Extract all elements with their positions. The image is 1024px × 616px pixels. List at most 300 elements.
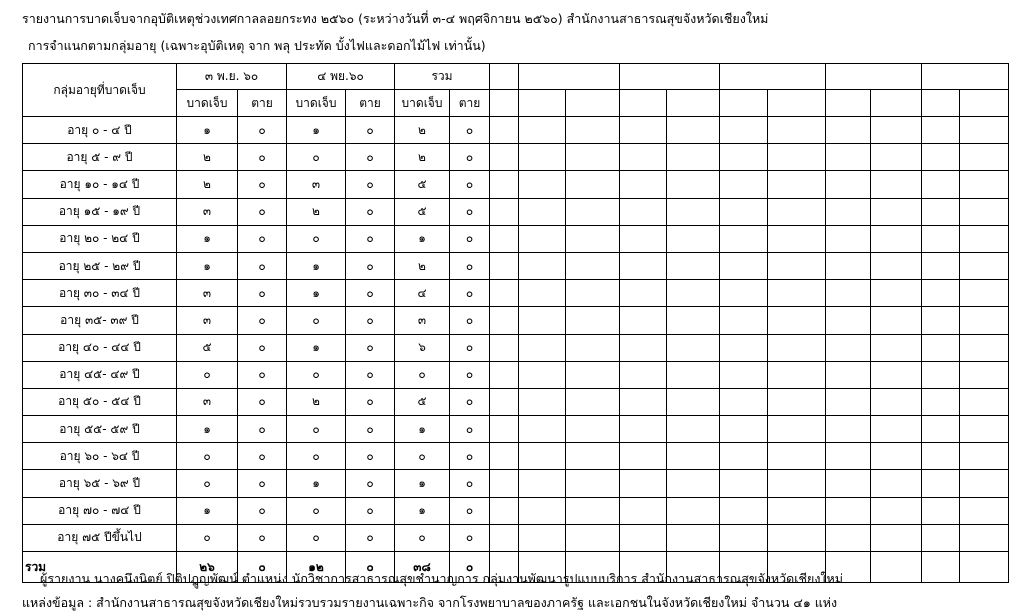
- empty-cell: [922, 144, 960, 171]
- table-row: [23, 117, 1009, 144]
- source-line: แหล่งข้อมูล : สำนักงานสาธารณสุขจังหวัดเชียงใหม่รวบรวมรายงานเฉพาะกิจ จากโรงพยาบาลของภาครัฐ และเอกชนในจังหวัดเชียงใหม่ จำนวน ๔๑ แห่ง: [22, 595, 838, 610]
- sub-header-dead: ตาย: [238, 90, 287, 117]
- empty-cell: [960, 334, 1009, 361]
- empty-cell: [519, 361, 566, 388]
- death-count-cell: ๐: [346, 252, 395, 279]
- death-count-cell: ๐: [450, 280, 490, 307]
- empty-cell: [490, 280, 519, 307]
- empty-cell: [667, 334, 720, 361]
- empty-cell: [519, 470, 566, 497]
- empty-cell: [922, 497, 960, 524]
- sub-header-injured: บาดเจ็บ: [395, 90, 450, 117]
- empty-cell: [566, 144, 620, 171]
- empty-cell: [566, 443, 620, 470]
- empty-cell: [826, 171, 871, 198]
- empty-cell: [667, 416, 720, 443]
- death-count-cell: ๐: [238, 280, 287, 307]
- death-count-cell: ๐: [346, 144, 395, 171]
- empty-cell: [667, 524, 720, 551]
- empty-cell: [566, 497, 620, 524]
- empty-cell: [620, 416, 667, 443]
- death-count-cell: ๐: [346, 443, 395, 470]
- empty-cell: [566, 470, 620, 497]
- injured-count-cell: ๔: [395, 280, 450, 307]
- empty-cell: [720, 90, 768, 117]
- empty-cell: [720, 307, 768, 334]
- empty-cell: [960, 252, 1009, 279]
- empty-cell: [620, 470, 667, 497]
- empty-cell: [620, 90, 667, 117]
- death-count-cell: ๐: [450, 144, 490, 171]
- report-subtitle: การจำแนกตามกลุ่มอายุ (เฉพาะอุบัติเหตุ จาก พลุ ประทัด บั้งไฟและดอกไม้ไฟ เท่านั้น): [28, 38, 486, 53]
- empty-cell: [960, 443, 1009, 470]
- empty-cell: [768, 361, 826, 388]
- death-count-cell: ๐: [346, 524, 395, 551]
- date-header-nov3: ๓ พ.ย. ๖๐: [177, 64, 287, 90]
- empty-cell: [490, 117, 519, 144]
- empty-cell: [922, 470, 960, 497]
- empty-cell: [871, 416, 922, 443]
- sub-header-dead: ตาย: [450, 90, 490, 117]
- empty-cell: [922, 443, 960, 470]
- empty-cell: [720, 388, 768, 415]
- empty-cell: [720, 524, 768, 551]
- empty-cell: [490, 470, 519, 497]
- empty-cell: [960, 497, 1009, 524]
- injured-count-cell: ๒: [287, 388, 346, 415]
- empty-cell: [768, 225, 826, 252]
- empty-cell: [826, 334, 871, 361]
- age-group-label: อายุ ๓๕- ๓๙ ปี: [23, 307, 177, 334]
- empty-cell: [566, 198, 620, 225]
- injured-count-cell: ๒: [395, 144, 450, 171]
- empty-cell: [667, 470, 720, 497]
- death-count-cell: ๐: [346, 198, 395, 225]
- empty-cell: [768, 416, 826, 443]
- empty-cell: [566, 334, 620, 361]
- age-group-label: อายุ ๔๐ - ๔๔ ปี: [23, 334, 177, 361]
- empty-cell: [922, 171, 960, 198]
- injured-count-cell: ๐: [287, 361, 346, 388]
- injured-count-cell: ๕: [395, 171, 450, 198]
- empty-cell: [960, 225, 1009, 252]
- death-count-cell: ๐: [238, 552, 287, 583]
- empty-cell: [922, 524, 960, 551]
- age-group-label: อายุ ๗๐ - ๗๔ ปี: [23, 497, 177, 524]
- empty-cell: [826, 225, 871, 252]
- death-count-cell: ๐: [238, 443, 287, 470]
- death-count-cell: ๐: [450, 497, 490, 524]
- empty-cell: [922, 361, 960, 388]
- total-label: รวม: [23, 552, 177, 583]
- death-count-cell: ๐: [450, 361, 490, 388]
- empty-cell: [826, 416, 871, 443]
- empty-cell: [871, 552, 922, 583]
- empty-cell: [620, 334, 667, 361]
- empty-cell: [490, 524, 519, 551]
- empty-cell: [620, 524, 667, 551]
- injured-count-cell: ๐: [287, 416, 346, 443]
- injured-count-cell: ๓: [177, 388, 238, 415]
- empty-cell: [620, 252, 667, 279]
- empty-cell: [922, 64, 1009, 90]
- injured-count-cell: ๒: [287, 198, 346, 225]
- age-group-header: กลุ่มอายุที่บาดเจ็บ: [23, 64, 177, 117]
- injured-count-cell: ๑: [395, 497, 450, 524]
- empty-cell: [871, 361, 922, 388]
- age-group-label: อายุ ๑๕ - ๑๙ ปี: [23, 198, 177, 225]
- empty-cell: [667, 198, 720, 225]
- death-count-cell: ๐: [346, 552, 395, 583]
- empty-cell: [826, 470, 871, 497]
- death-count-cell: ๐: [450, 117, 490, 144]
- empty-cell: [871, 171, 922, 198]
- death-count-cell: ๐: [238, 225, 287, 252]
- empty-cell: [720, 225, 768, 252]
- empty-cell: [826, 497, 871, 524]
- empty-cell: [768, 497, 826, 524]
- empty-cell: [871, 497, 922, 524]
- empty-cell: [667, 252, 720, 279]
- injured-count-cell: ๐: [287, 144, 346, 171]
- reporter-line: ผู้รายงาน นางคนึงนิตย์ ปิติปฎูญพัฒน์ ตำแหน่ง นักวิชาการสาธารณสุขชำนาญการ กลุ่มงานพัฒนารูปแบบบริการ สำนักงานสาธารณสุขจังหวัดเชียงใหม่: [40, 571, 844, 586]
- table-row: [23, 361, 1009, 388]
- injured-count-cell: ๒: [177, 171, 238, 198]
- injured-count-cell: ๓: [177, 280, 238, 307]
- injured-count-cell: ๐: [177, 470, 238, 497]
- empty-cell: [620, 388, 667, 415]
- empty-cell: [871, 443, 922, 470]
- injured-count-cell: ๑: [177, 416, 238, 443]
- empty-cell: [922, 388, 960, 415]
- death-count-cell: ๐: [346, 416, 395, 443]
- injured-count-cell: ๐: [287, 443, 346, 470]
- age-group-label: อายุ ๔๕- ๔๙ ปี: [23, 361, 177, 388]
- empty-cell: [922, 334, 960, 361]
- empty-cell: [960, 198, 1009, 225]
- empty-cell: [519, 416, 566, 443]
- empty-cell: [519, 443, 566, 470]
- injured-count-cell: ๕: [177, 334, 238, 361]
- table-row: [23, 443, 1009, 470]
- age-group-label: อายุ ๑๐ - ๑๔ ปี: [23, 171, 177, 198]
- empty-cell: [871, 334, 922, 361]
- injury-table: [22, 63, 1009, 583]
- empty-cell: [960, 144, 1009, 171]
- injured-count-cell: ๓: [395, 307, 450, 334]
- death-count-cell: ๐: [346, 334, 395, 361]
- empty-cell: [768, 252, 826, 279]
- empty-cell: [960, 416, 1009, 443]
- date-header-nov4: ๔ พย.๖๐: [287, 64, 395, 90]
- empty-cell: [826, 307, 871, 334]
- death-count-cell: ๐: [346, 497, 395, 524]
- empty-cell: [922, 552, 960, 583]
- death-count-cell: ๐: [450, 388, 490, 415]
- death-count-cell: ๐: [346, 307, 395, 334]
- empty-cell: [768, 198, 826, 225]
- empty-cell: [720, 497, 768, 524]
- table-row: [23, 470, 1009, 497]
- empty-cell: [960, 171, 1009, 198]
- empty-cell: [871, 198, 922, 225]
- injured-count-cell: ๑: [287, 280, 346, 307]
- injured-count-cell: ๒: [177, 144, 238, 171]
- empty-cell: [826, 361, 871, 388]
- empty-cell: [960, 307, 1009, 334]
- empty-cell: [768, 334, 826, 361]
- sub-header-injured: บาดเจ็บ: [287, 90, 346, 117]
- empty-cell: [566, 361, 620, 388]
- age-group-label: อายุ ๗๕ ปีขึ้นไป: [23, 524, 177, 551]
- empty-cell: [922, 225, 960, 252]
- empty-cell: [871, 470, 922, 497]
- injured-count-cell: ๒: [395, 252, 450, 279]
- empty-cell: [667, 144, 720, 171]
- empty-cell: [566, 280, 620, 307]
- empty-cell: [720, 334, 768, 361]
- death-count-cell: ๐: [238, 198, 287, 225]
- empty-cell: [768, 470, 826, 497]
- injured-count-cell: ๓: [177, 198, 238, 225]
- injured-count-cell: ๓: [177, 307, 238, 334]
- empty-cell: [519, 198, 566, 225]
- empty-cell: [960, 524, 1009, 551]
- injured-count-cell: ๐: [287, 225, 346, 252]
- empty-cell: [960, 117, 1009, 144]
- empty-cell: [667, 117, 720, 144]
- death-count-cell: ๐: [450, 225, 490, 252]
- empty-cell: [871, 388, 922, 415]
- empty-cell: [826, 252, 871, 279]
- empty-cell: [667, 90, 720, 117]
- death-count-cell: ๐: [238, 144, 287, 171]
- death-count-cell: ๐: [450, 252, 490, 279]
- injured-count-cell: ๐: [395, 361, 450, 388]
- injured-count-cell: ๑: [287, 334, 346, 361]
- injured-count-cell: ๐: [395, 524, 450, 551]
- empty-cell: [519, 64, 620, 90]
- empty-cell: [519, 334, 566, 361]
- death-count-cell: ๐: [238, 117, 287, 144]
- empty-cell: [960, 90, 1009, 117]
- empty-cell: [566, 524, 620, 551]
- empty-cell: [720, 361, 768, 388]
- injured-count-cell: ๑: [177, 497, 238, 524]
- empty-cell: [519, 524, 566, 551]
- empty-cell: [566, 171, 620, 198]
- injured-count-cell: ๐: [287, 497, 346, 524]
- empty-cell: [871, 307, 922, 334]
- empty-cell: [620, 144, 667, 171]
- empty-cell: [960, 280, 1009, 307]
- empty-cell: [620, 497, 667, 524]
- death-count-cell: ๐: [346, 361, 395, 388]
- empty-cell: [720, 280, 768, 307]
- empty-cell: [667, 280, 720, 307]
- injured-count-cell: ๑: [287, 252, 346, 279]
- empty-cell: [519, 171, 566, 198]
- empty-cell: [490, 388, 519, 415]
- injured-count-cell: ๑: [287, 470, 346, 497]
- age-group-label: อายุ ๕๐ - ๕๔ ปี: [23, 388, 177, 415]
- empty-cell: [667, 225, 720, 252]
- sub-header-dead: ตาย: [346, 90, 395, 117]
- empty-cell: [922, 252, 960, 279]
- empty-cell: [922, 117, 960, 144]
- empty-cell: [768, 307, 826, 334]
- age-group-label: อายุ ๕๕- ๕๙ ปี: [23, 416, 177, 443]
- table-row: [23, 171, 1009, 198]
- empty-cell: [922, 198, 960, 225]
- empty-cell: [960, 361, 1009, 388]
- empty-cell: [620, 361, 667, 388]
- empty-cell: [922, 90, 960, 117]
- empty-cell: [768, 171, 826, 198]
- empty-cell: [826, 90, 871, 117]
- injured-count-cell: ๐: [177, 443, 238, 470]
- empty-cell: [490, 497, 519, 524]
- age-group-label: อายุ ๒๕ - ๒๙ ปี: [23, 252, 177, 279]
- empty-cell: [826, 117, 871, 144]
- death-count-cell: ๐: [238, 252, 287, 279]
- empty-cell: [871, 280, 922, 307]
- empty-cell: [720, 171, 768, 198]
- death-count-cell: ๐: [238, 171, 287, 198]
- injured-count-cell: ๒๖: [177, 552, 238, 583]
- empty-cell: [519, 90, 566, 117]
- empty-cell: [768, 388, 826, 415]
- death-count-cell: ๐: [346, 225, 395, 252]
- empty-cell: [826, 64, 922, 90]
- sub-header-injured: บาดเจ็บ: [177, 90, 238, 117]
- table-row: [23, 334, 1009, 361]
- empty-cell: [720, 470, 768, 497]
- empty-cell: [871, 252, 922, 279]
- death-count-cell: ๐: [238, 361, 287, 388]
- injured-count-cell: ๐: [177, 524, 238, 551]
- empty-cell: [620, 443, 667, 470]
- empty-cell: [768, 524, 826, 551]
- empty-cell: [667, 307, 720, 334]
- empty-cell: [490, 171, 519, 198]
- death-count-cell: ๐: [238, 524, 287, 551]
- empty-cell: [566, 117, 620, 144]
- empty-cell: [519, 497, 566, 524]
- empty-cell: [871, 144, 922, 171]
- empty-cell: [490, 198, 519, 225]
- empty-cell: [871, 225, 922, 252]
- injured-count-cell: ๕: [395, 198, 450, 225]
- empty-cell: [768, 117, 826, 144]
- death-count-cell: ๐: [238, 334, 287, 361]
- death-count-cell: ๐: [238, 388, 287, 415]
- injured-count-cell: ๓: [287, 171, 346, 198]
- death-count-cell: ๐: [238, 416, 287, 443]
- empty-cell: [490, 252, 519, 279]
- empty-cell: [566, 90, 620, 117]
- injured-count-cell: ๕: [395, 388, 450, 415]
- death-count-cell: ๐: [346, 117, 395, 144]
- empty-cell: [566, 388, 620, 415]
- death-count-cell: ๐: [450, 470, 490, 497]
- age-group-label: อายุ ๖๕ - ๖๙ ปี: [23, 470, 177, 497]
- empty-cell: [720, 443, 768, 470]
- death-count-cell: ๐: [450, 524, 490, 551]
- empty-cell: [667, 443, 720, 470]
- empty-cell: [826, 280, 871, 307]
- empty-cell: [667, 361, 720, 388]
- table-row: [23, 280, 1009, 307]
- empty-cell: [960, 470, 1009, 497]
- empty-cell: [922, 416, 960, 443]
- empty-cell: [490, 64, 519, 90]
- empty-cell: [720, 144, 768, 171]
- empty-cell: [620, 198, 667, 225]
- empty-cell: [960, 388, 1009, 415]
- empty-cell: [826, 524, 871, 551]
- injured-count-cell: ๑: [177, 252, 238, 279]
- death-count-cell: ๐: [346, 280, 395, 307]
- injured-count-cell: ๑: [287, 117, 346, 144]
- empty-cell: [519, 225, 566, 252]
- empty-cell: [768, 280, 826, 307]
- empty-cell: [768, 443, 826, 470]
- table-row: [23, 388, 1009, 415]
- empty-cell: [826, 198, 871, 225]
- empty-cell: [871, 90, 922, 117]
- empty-cell: [720, 198, 768, 225]
- empty-cell: [922, 280, 960, 307]
- empty-cell: [960, 552, 1009, 583]
- empty-cell: [826, 443, 871, 470]
- death-count-cell: ๐: [346, 171, 395, 198]
- empty-cell: [620, 171, 667, 198]
- empty-cell: [922, 307, 960, 334]
- empty-cell: [667, 171, 720, 198]
- table-row: [23, 225, 1009, 252]
- table-row: [23, 252, 1009, 279]
- empty-cell: [490, 90, 519, 117]
- empty-cell: [490, 416, 519, 443]
- age-group-label: อายุ ๓๐ - ๓๔ ปี: [23, 280, 177, 307]
- table-row: [23, 416, 1009, 443]
- table-row: [23, 524, 1009, 551]
- injured-count-cell: ๑๒: [287, 552, 346, 583]
- injured-count-cell: ๓๘: [395, 552, 450, 583]
- injured-count-cell: ๖: [395, 334, 450, 361]
- table-row: [23, 198, 1009, 225]
- empty-cell: [826, 388, 871, 415]
- empty-cell: [620, 280, 667, 307]
- empty-cell: [871, 117, 922, 144]
- empty-cell: [871, 524, 922, 551]
- date-header-total: รวม: [395, 64, 490, 90]
- empty-cell: [667, 388, 720, 415]
- empty-cell: [720, 252, 768, 279]
- empty-cell: [768, 144, 826, 171]
- injured-count-cell: ๑: [395, 470, 450, 497]
- injured-count-cell: ๑: [395, 225, 450, 252]
- empty-cell: [826, 144, 871, 171]
- empty-cell: [667, 497, 720, 524]
- empty-cell: [620, 225, 667, 252]
- age-group-label: อายุ ๐ - ๔ ปี: [23, 117, 177, 144]
- death-count-cell: ๐: [450, 416, 490, 443]
- empty-cell: [566, 252, 620, 279]
- injured-count-cell: ๐: [287, 307, 346, 334]
- empty-cell: [519, 307, 566, 334]
